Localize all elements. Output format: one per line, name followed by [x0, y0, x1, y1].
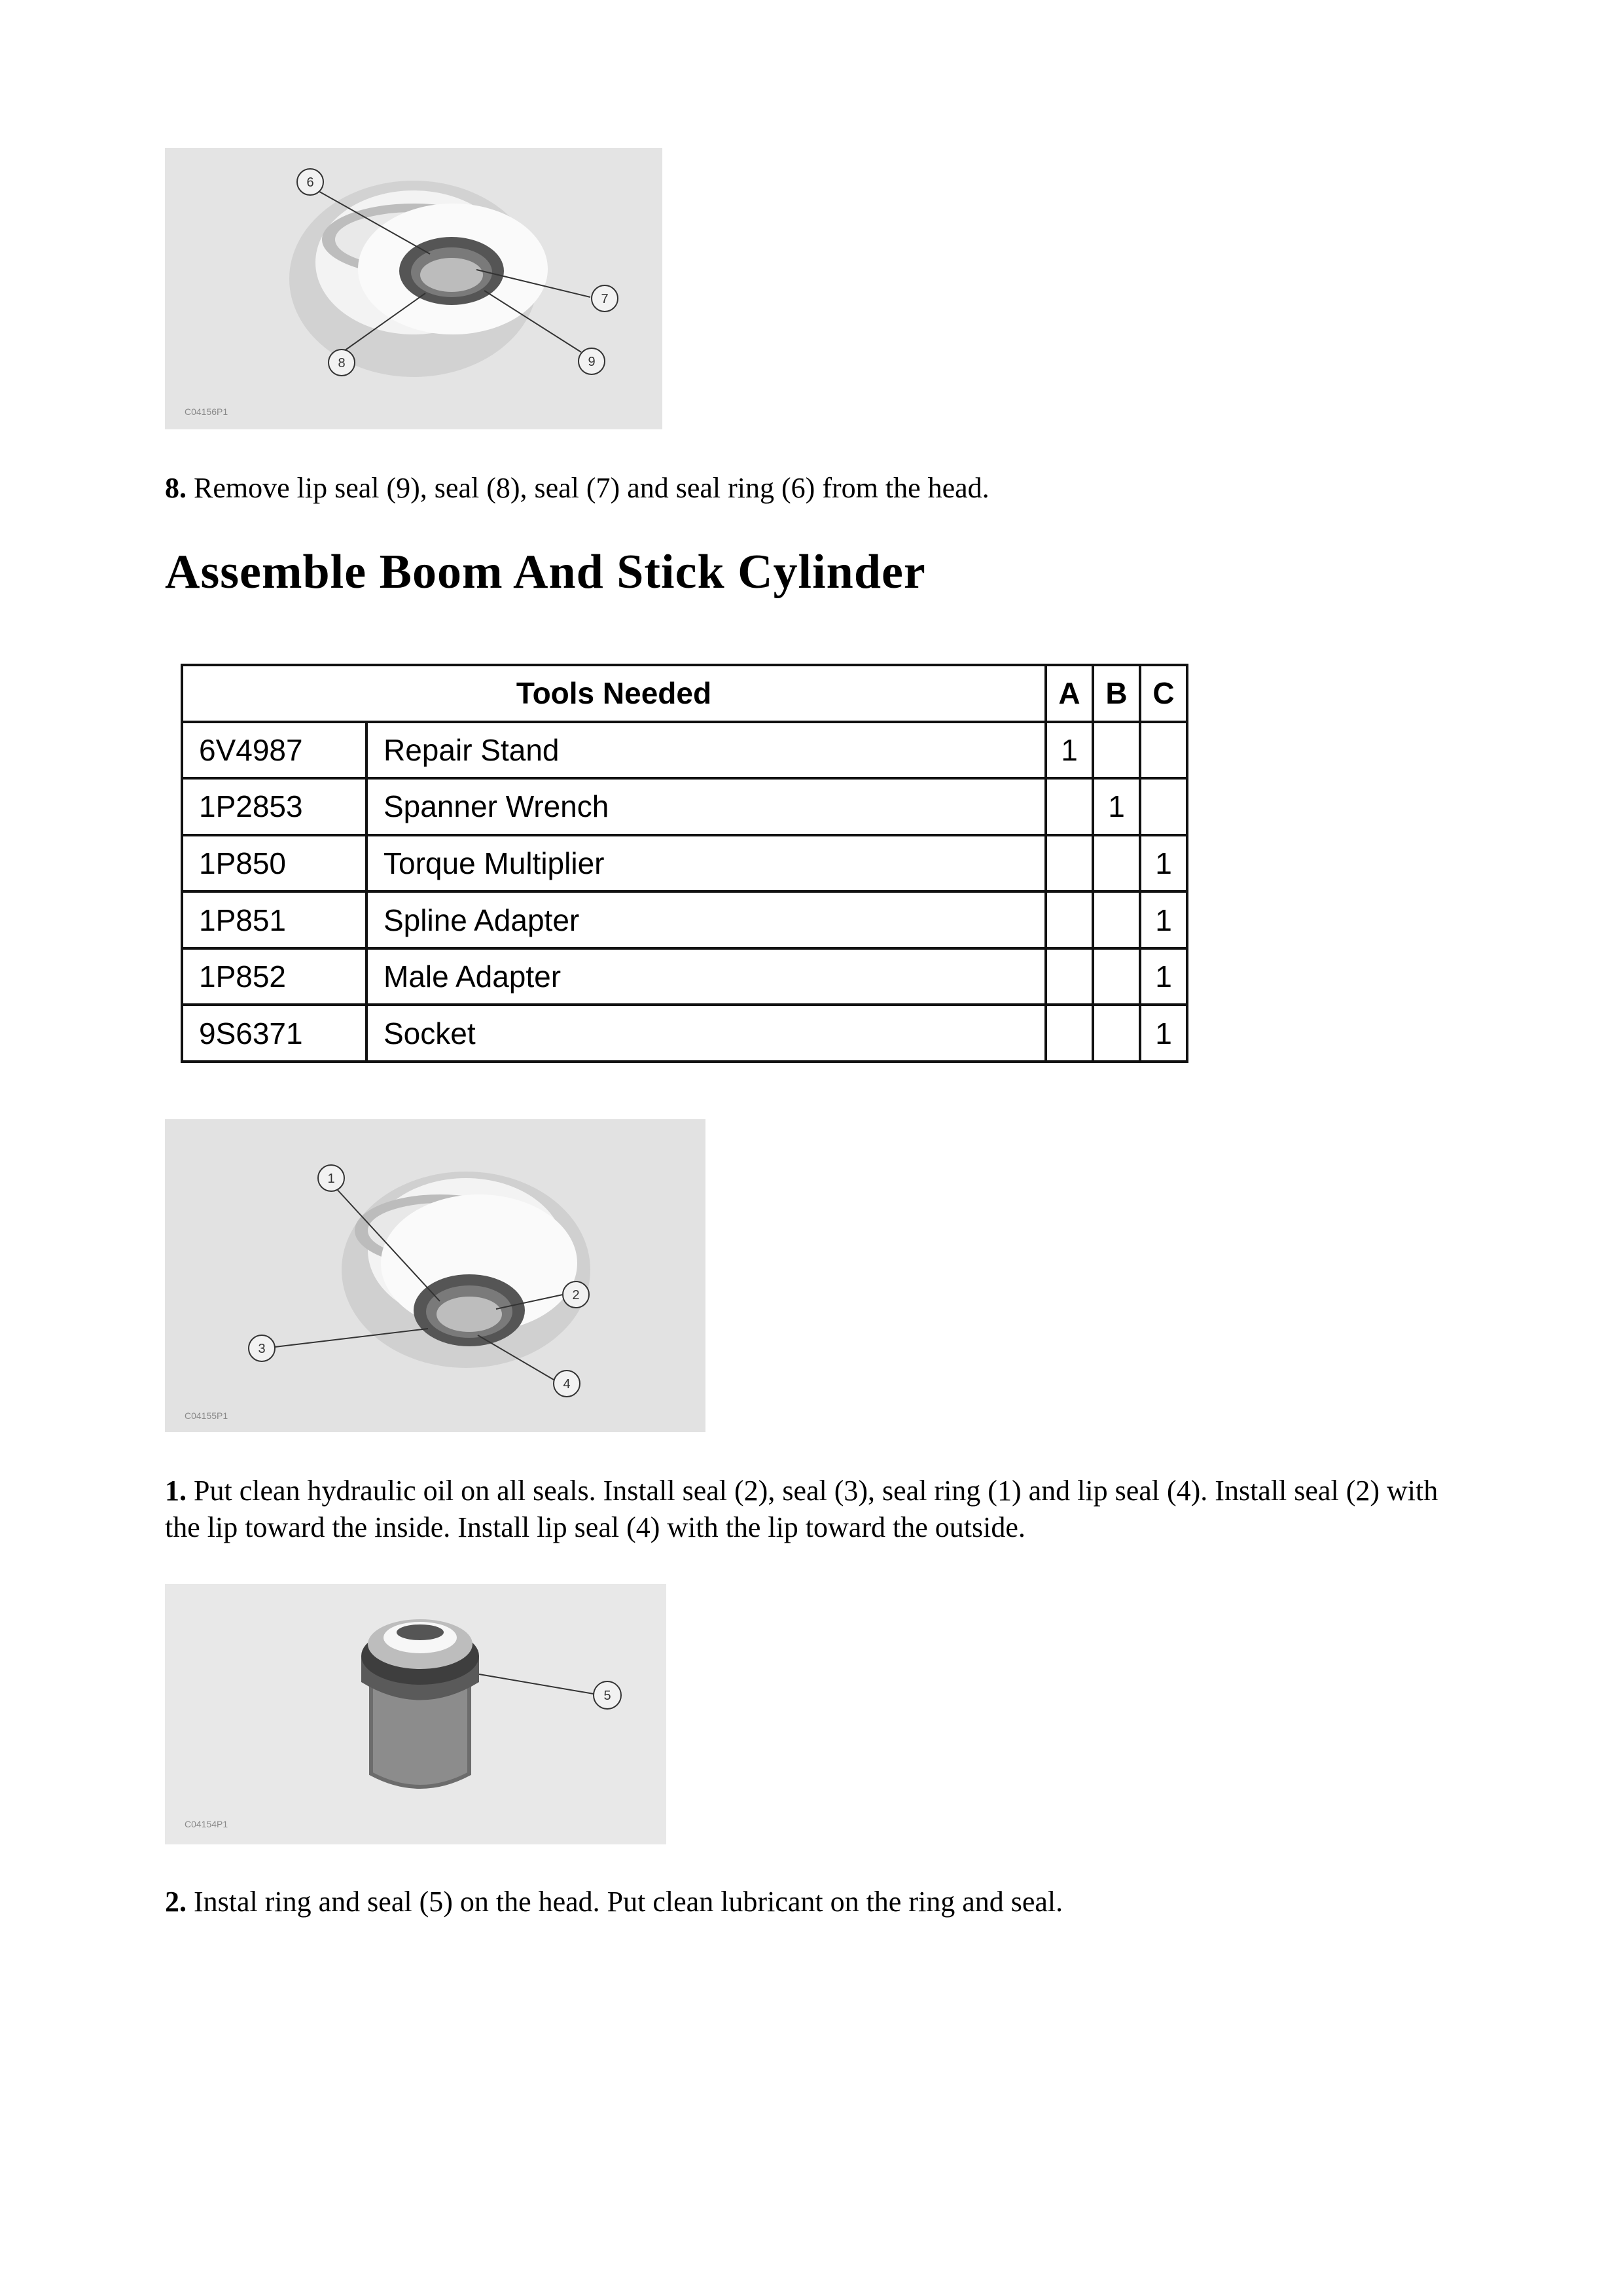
- col-a-value: [1046, 948, 1093, 1005]
- callout-5: 5: [603, 1689, 611, 1703]
- part-number: 9S6371: [182, 1005, 366, 1062]
- tool-name: Spanner Wrench: [366, 778, 1046, 835]
- part-number: 1P852: [182, 948, 366, 1005]
- table-row: [182, 778, 1187, 835]
- step-number: 2.: [165, 1886, 187, 1918]
- step-text: Instal ring and seal (5) on the head. Put clean lubricant on the ring and seal.: [187, 1886, 1063, 1918]
- part-number: 1P850: [182, 835, 366, 892]
- col-b-value: 1: [1093, 778, 1140, 835]
- header-tools-needed: Tools Needed: [182, 665, 1046, 722]
- callout-8: 8: [338, 356, 346, 370]
- header-col-b: B: [1093, 665, 1140, 722]
- col-b-value: [1093, 835, 1140, 892]
- table-row: [182, 891, 1187, 948]
- tool-name: Male Adapter: [366, 948, 1046, 1005]
- callout-6: 6: [306, 175, 314, 190]
- col-c-value: 1: [1140, 835, 1187, 892]
- tools-needed-table: [181, 664, 1188, 1063]
- callout-2: 2: [572, 1288, 580, 1302]
- callout-3: 3: [258, 1342, 266, 1356]
- step-remove-seals: [165, 470, 1474, 507]
- callout-4: 4: [563, 1377, 571, 1391]
- tool-name: Torque Multiplier: [366, 835, 1046, 892]
- table-header-row: [182, 665, 1187, 722]
- col-a-value: [1046, 1005, 1093, 1062]
- figure-code: C04155P1: [185, 1410, 228, 1421]
- section-heading: Assemble Boom And Stick Cylinder: [165, 545, 926, 599]
- callout-9: 9: [588, 355, 596, 369]
- col-a-value: [1046, 891, 1093, 948]
- col-c-value: 1: [1140, 1005, 1187, 1062]
- table-row: [182, 948, 1187, 1005]
- col-a-value: 1: [1046, 722, 1093, 779]
- seal-installation-illustration: [165, 1119, 705, 1432]
- figure-seal-installation: [165, 1119, 705, 1432]
- figure-seal-removal: [165, 148, 662, 429]
- header-col-c: C: [1140, 665, 1187, 722]
- table-row: [182, 835, 1187, 892]
- col-a-value: [1046, 835, 1093, 892]
- table-row: [182, 722, 1187, 779]
- part-number: 1P851: [182, 891, 366, 948]
- step-number: 8.: [165, 472, 187, 504]
- figure-head-ring-seal: [165, 1584, 666, 1844]
- col-c-value: 1: [1140, 948, 1187, 1005]
- col-c-value: 1: [1140, 891, 1187, 948]
- step-text: Remove lip seal (9), seal (8), seal (7) and seal ring (6) from the head.: [187, 472, 990, 504]
- header-col-a: A: [1046, 665, 1093, 722]
- step-number: 1.: [165, 1475, 187, 1507]
- figure-code: C04154P1: [185, 1819, 228, 1829]
- col-b-value: [1093, 891, 1140, 948]
- part-number: 6V4987: [182, 722, 366, 779]
- step-text: Put clean hydraulic oil on all seals. Install seal (2), seal (3), seal ring (1) and lip seal (4). Install seal (2) with the lip toward the inside. Install lip seal (4) with the lip toward the outside.: [165, 1475, 1438, 1543]
- tool-name: Socket: [366, 1005, 1046, 1062]
- callout-7: 7: [601, 292, 609, 306]
- col-c-value: [1140, 778, 1187, 835]
- head-ring-seal-illustration: [165, 1584, 666, 1844]
- table-row: [182, 1005, 1187, 1062]
- figure-code: C04156P1: [185, 406, 228, 417]
- col-b-value: [1093, 722, 1140, 779]
- col-a-value: [1046, 778, 1093, 835]
- step-install-seals: [165, 1473, 1474, 1546]
- part-number: 1P2853: [182, 778, 366, 835]
- tool-name: Repair Stand: [366, 722, 1046, 779]
- col-c-value: [1140, 722, 1187, 779]
- seal-removal-illustration: [165, 148, 662, 429]
- tool-name: Spline Adapter: [366, 891, 1046, 948]
- col-b-value: [1093, 948, 1140, 1005]
- step-install-ring-seal: [165, 1884, 1474, 1920]
- col-b-value: [1093, 1005, 1140, 1062]
- callout-1: 1: [327, 1172, 335, 1186]
